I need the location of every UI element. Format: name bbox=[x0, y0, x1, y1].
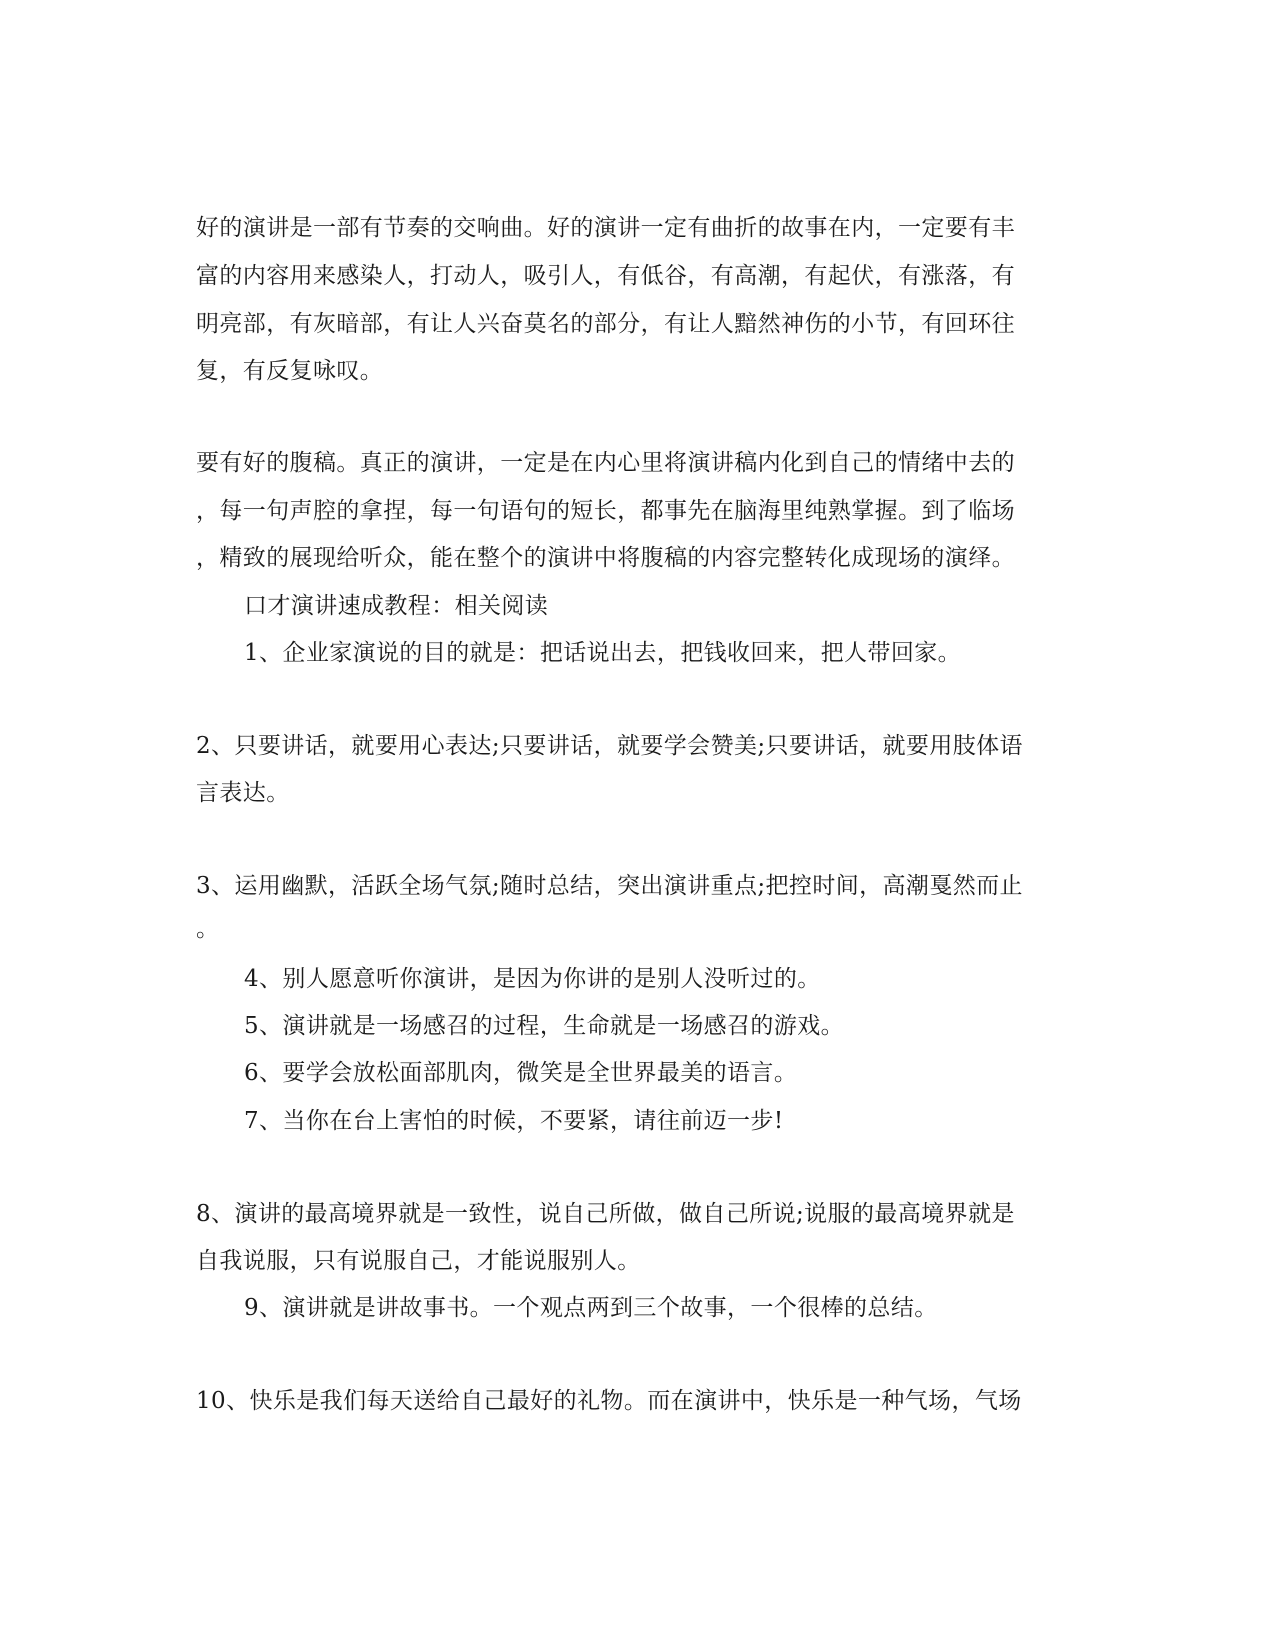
list-item: 1、企业家演说的目的就是：把话说出去，把钱收回来，把人带回家。 bbox=[244, 640, 962, 666]
paragraph-line: ，精致的展现给听众，能在整个的演讲中将腹稿的内容完整转化成现场的演绎。 bbox=[196, 545, 1015, 571]
paragraph-line: 富的内容用来感染人，打动人，吸引人，有低谷，有高潮，有起伏，有涨落，有 bbox=[196, 263, 1015, 289]
paragraph-line: 好的演讲是一部有节奏的交响曲。好的演讲一定有曲折的故事在内，一定要有丰 bbox=[196, 215, 1015, 241]
list-item: 4、别人愿意听你演讲，是因为你讲的是别人没听过的。 bbox=[244, 966, 821, 992]
list-item: 7、当你在台上害怕的时候，不要紧，请往前迈一步! bbox=[244, 1108, 784, 1134]
list-item-continuation: 自我说服，只有说服自己，才能说服别人。 bbox=[196, 1248, 641, 1274]
list-item: 9、演讲就是讲故事书。一个观点两到三个故事，一个很棒的总结。 bbox=[244, 1295, 938, 1321]
list-item: 2、只要讲话，就要用心表达;只要讲话，就要学会赞美;只要讲话，就要用肢体语 bbox=[196, 733, 1023, 759]
list-item: 10、快乐是我们每天送给自己最好的礼物。而在演讲中，快乐是一种气场，气场 bbox=[196, 1388, 1022, 1414]
list-item: 6、要学会放松面部肌肉，微笑是全世界最美的语言。 bbox=[244, 1060, 798, 1086]
paragraph-line: ，每一句声腔的拿捏，每一句语句的短长，都事先在脑海里纯熟掌握。到了临场 bbox=[196, 498, 1015, 524]
list-item-continuation: 言表达。 bbox=[196, 780, 290, 806]
list-item: 3、运用幽默，活跃全场气氛;随时总结，突出演讲重点;把控时间，高潮戛然而止 bbox=[196, 873, 1023, 899]
list-item: 5、演讲就是一场感召的过程，生命就是一场感召的游戏。 bbox=[244, 1013, 845, 1039]
paragraph-line: 明亮部，有灰暗部，有让人兴奋莫名的部分，有让人黯然神伤的小节，有回环往 bbox=[196, 311, 1015, 337]
list-item: 8、演讲的最高境界就是一致性，说自己所做，做自己所说;说服的最高境界就是 bbox=[196, 1201, 1015, 1227]
paragraph-line: 复，有反复咏叹。 bbox=[196, 358, 384, 384]
section-heading: 口才演讲速成教程：相关阅读 bbox=[244, 593, 549, 619]
paragraph-line: 要有好的腹稿。真正的演讲，一定是在内心里将演讲稿内化到自己的情绪中去的 bbox=[196, 450, 1015, 476]
list-item-continuation: 。 bbox=[196, 916, 220, 942]
